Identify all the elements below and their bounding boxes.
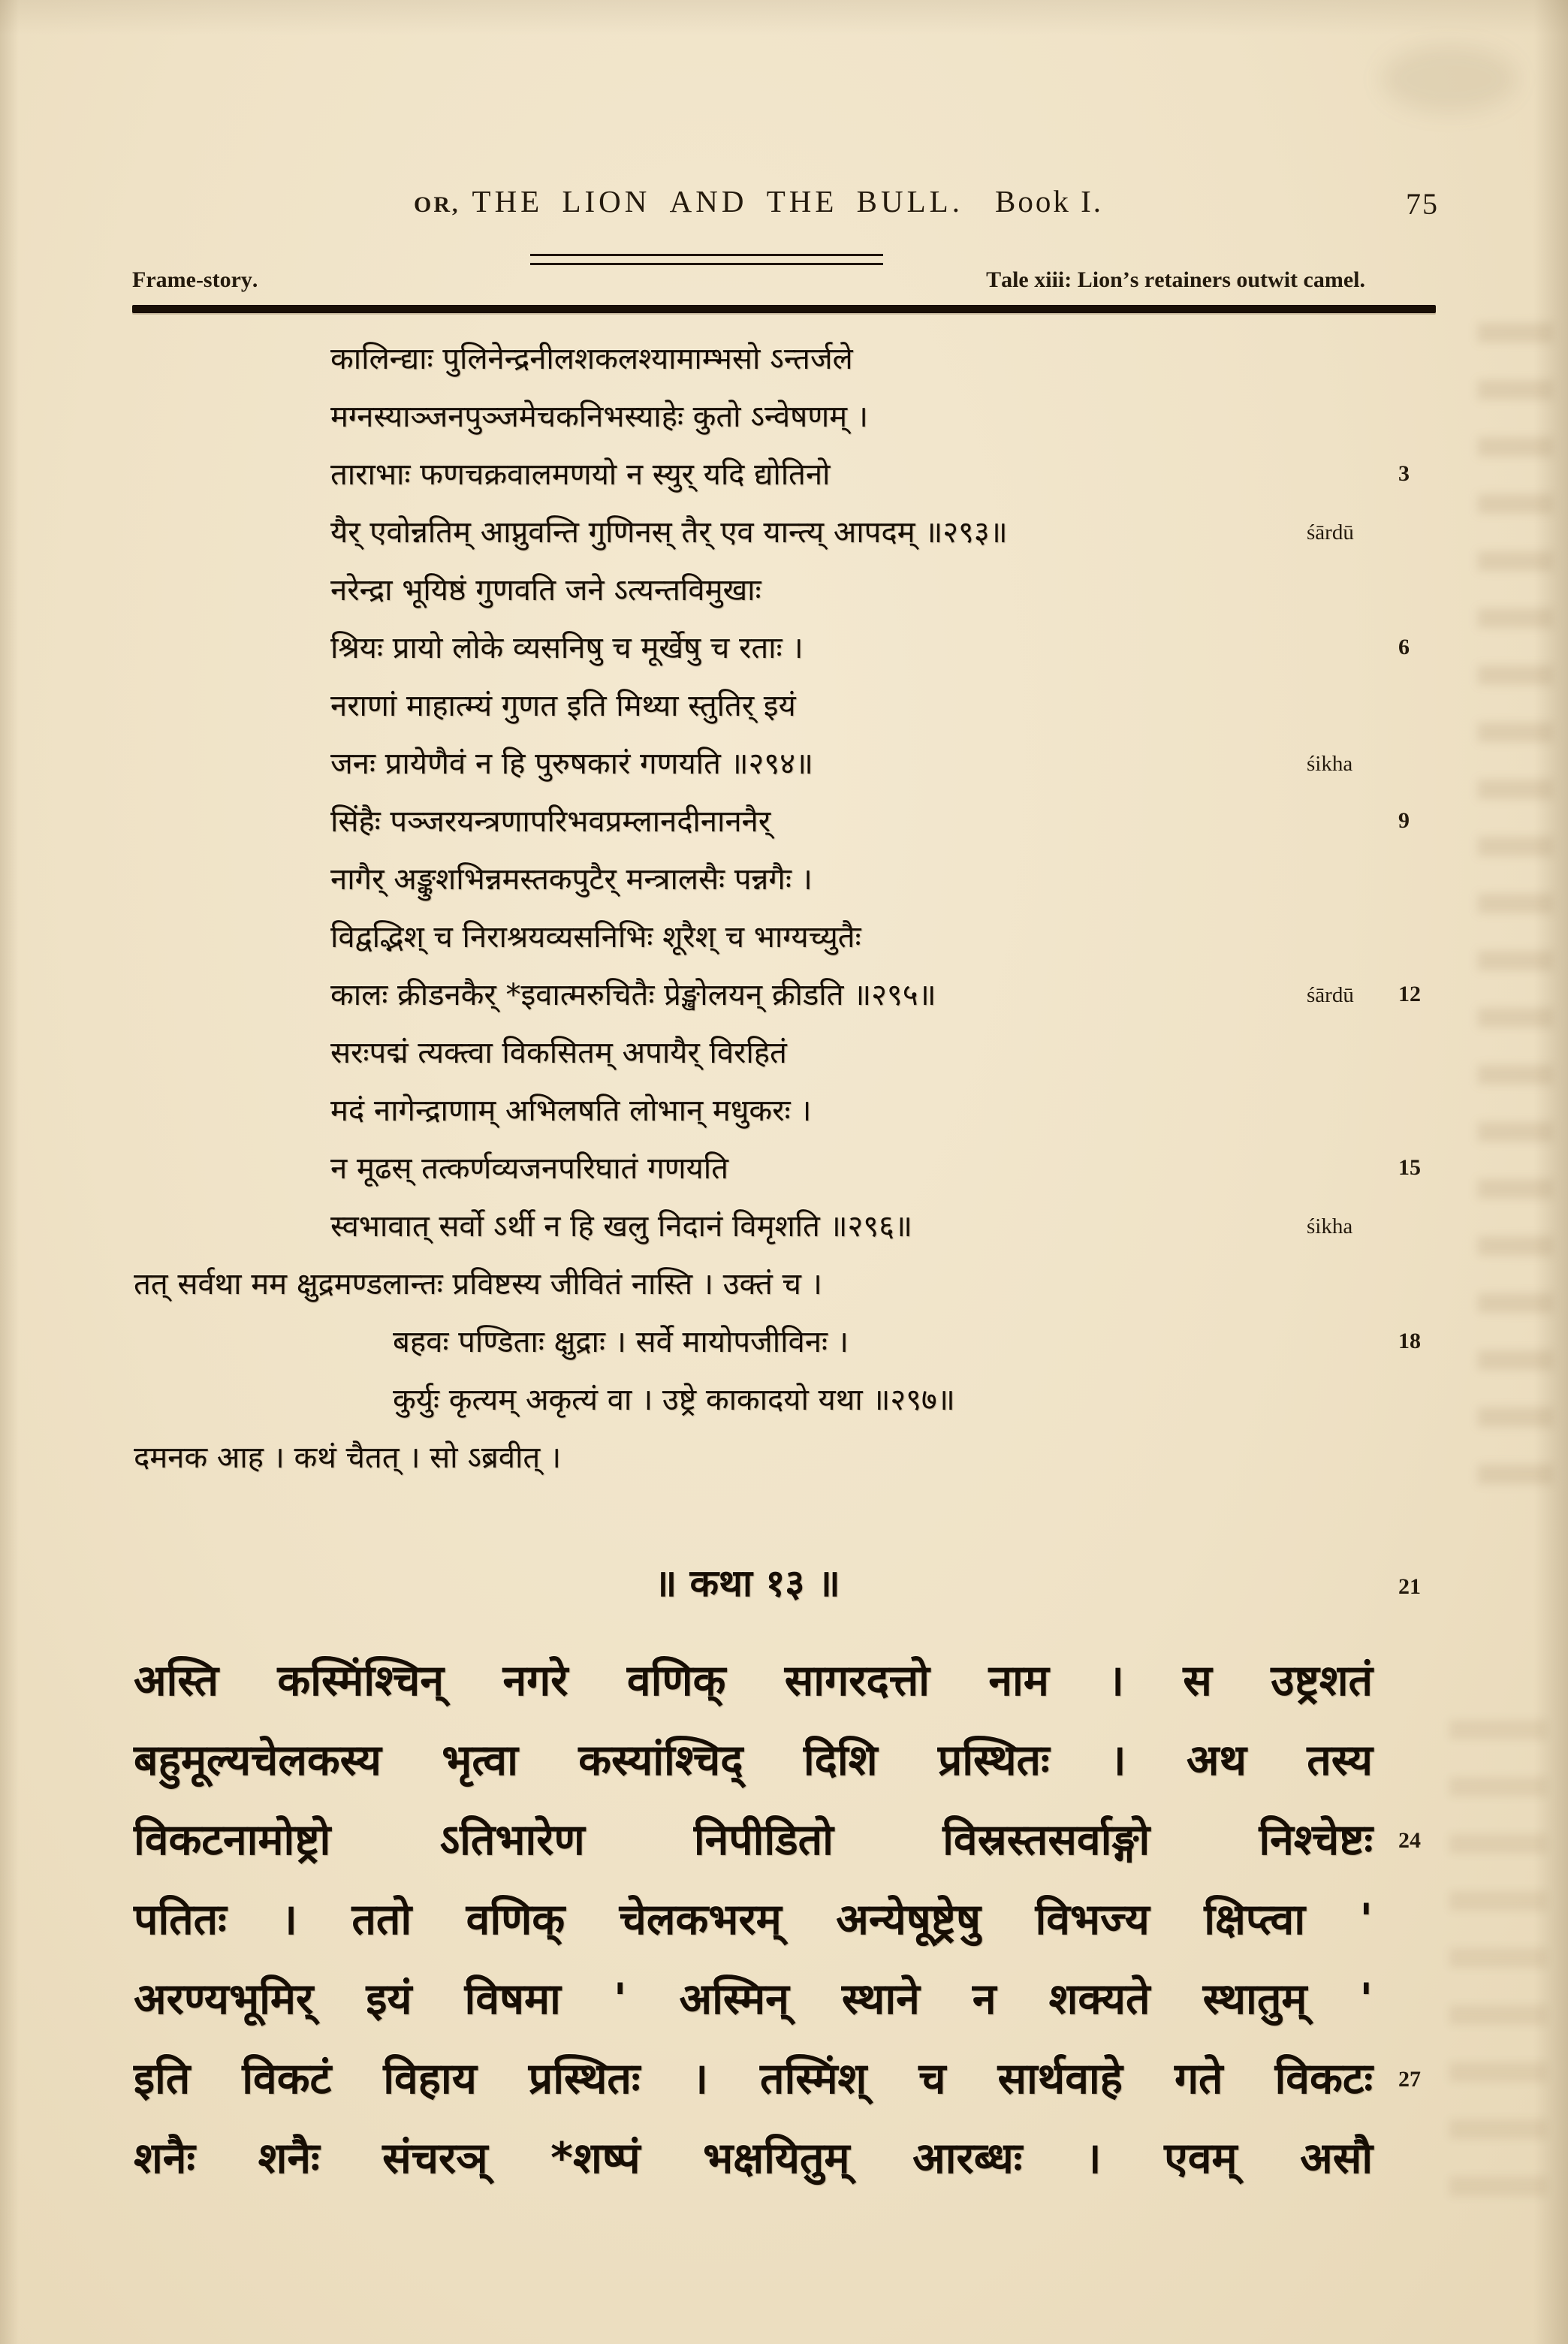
story-line: बहुमूल्यचेलकस्य भृत्वा कस्यांश्चिद् दिशि प्रस्थितः । अथ तस्य [134,1736,1373,1785]
story-line: अस्ति कस्मिंश्चिन् नगरे वणिक् सागरदत्तो नाम । स उष्ट्रशतं [134,1656,1373,1706]
line-number: 12 [1398,982,1421,1006]
verse-line: नागैर् अङ्कुशभिन्नमस्तकपुटैर् मन्त्रालसैः पन्नगैः । [330,862,813,897]
story-line: पतितः । ततो वणिक् चेलकभरम् अन्येषूष्ट्रेषु विभज्य क्षिप्त्वा ' [134,1895,1373,1944]
page-number: 75 [1406,187,1439,221]
verse-line: तत् सर्वथा मम क्षुद्रमण्डलान्तः प्रविष्टस्य जीवितं नास्ति । उक्तं च । [134,1267,822,1302]
verse-line: श्रियः प्रायो लोके व्यसनिषु च मूर्खेषु च रताः । [330,631,804,665]
verse-line: मदं नागेन्द्राणाम् अभिलषति लोभान् मधुकरः । [330,1094,812,1128]
verse-line: न मूढस् तत्कर्णव्यजनपरिघातं गणयति [330,1151,728,1186]
line-number: 24 [1398,1828,1421,1853]
verse-line: विद्वद्भिश् च निराश्रयव्यसनिभिः शूरैश् च भाग्यच्युतैः [330,920,861,955]
verse-line: दमनक आह । कथं चैतत् । सो ऽब्रवीत् । [134,1440,561,1475]
header-rule [132,305,1436,313]
line-number: 3 [1398,461,1410,486]
line-number: 6 [1398,635,1410,659]
ink-bleed-through [1478,323,1553,1495]
line-number: 27 [1398,2067,1421,2092]
line-number: 21 [1398,1574,1421,1599]
frame-story-note: Frame-story. [132,267,258,292]
running-header [225,183,1292,219]
header-title: THE LION AND THE BULL. [472,184,963,219]
line-number: 9 [1398,808,1410,833]
verse-line: जनः प्रायेणैवं न हि पुरुषकारं गणयति ॥२९४॥ [330,747,813,781]
verse-line: नराणां माहात्म्यं गुणत इति मिथ्या स्तुतिर् इयं [330,689,796,723]
tale-note: Tale xiii: Lion’s retainers outwit camel. [986,267,1365,292]
meter-note: śikha [1307,752,1353,776]
verse-line: सिंहैः पञ्जरयन्त्रणापरिभवप्रम्लानदीनाननैर् [330,804,771,839]
scan-stain [1382,45,1517,113]
verse-line: स्वभावात् सर्वो ऽर्थी न हि खलु निदानं विमृशति ॥२९६॥ [330,1209,912,1244]
line-number: 18 [1398,1329,1421,1353]
header-or: OR, [414,192,460,217]
verse-line: कालिन्द्याः पुलिनेन्द्रनीलशकलश्यामाम्भसो ऽन्तर्जले [330,342,853,376]
story-line: शनैः शनैः संचरञ् *शष्पं भक्षयितुम् आरब्धः । एवम् असौ [134,2134,1373,2183]
verse-line: मग्नस्याञ्जनपुञ्जमेचकनिभस्याहेः कुतो ऽन्वेषणम् । [330,400,868,434]
story-line: विकटनामोष्ट्रो ऽतिभारेण निपीडितो विस्रस्तसर्वाङ्गो निश्चेष्टः [134,1815,1373,1865]
verse-line: ताराभाः फणचक्रवालमणयो न स्युर् यदि द्योतिनो [330,457,831,492]
verse-line: सरःपद्मं त्यक्त्वा विकसितम् अपायैर् विरहितं [330,1036,787,1070]
ink-bleed-through [1449,1720,1547,2216]
meter-note: śārdū [1307,520,1354,545]
header-book-label: Book I. [994,184,1103,219]
verse-line: यैर् एवोन्नतिम् आप्नुवन्ति गुणिनस् तैर् एव यान्त्य् आपदम् ॥२९३॥ [330,515,1008,550]
double-rule [530,254,883,265]
verse-line: कुर्युः कृत्यम् अकृत्यं वा । उष्ट्रे काकादयो यथा ॥२९७॥ [393,1383,955,1417]
story-line: अरण्यभूमिर् इयं विषमा ' अस्मिन् स्थाने न शक्यते स्थातुम् ' [134,1974,1373,2024]
verse-line: नरेन्द्रा भूयिष्ठं गुणवति जने ऽत्यन्तविमुखाः [330,573,761,608]
verse-line: बहवः पण्डिताः क्षुद्राः । सर्वे मायोपजीविनः । [393,1325,849,1359]
story-heading: ॥ कथा १३ ॥ [654,1561,840,1605]
verse-line: कालः क्रीडनकैर् *इवात्मरुचितैः प्रेङ्खोलयन् क्रीडति ॥२९५॥ [330,978,936,1012]
line-number: 15 [1398,1155,1421,1180]
meter-note: śikha [1307,1214,1353,1238]
story-line: इति विकटं विहाय प्रस्थितः । तस्मिंश् च सार्थवाहे गते विकटः [134,2054,1373,2104]
meter-note: śārdū [1307,983,1354,1007]
